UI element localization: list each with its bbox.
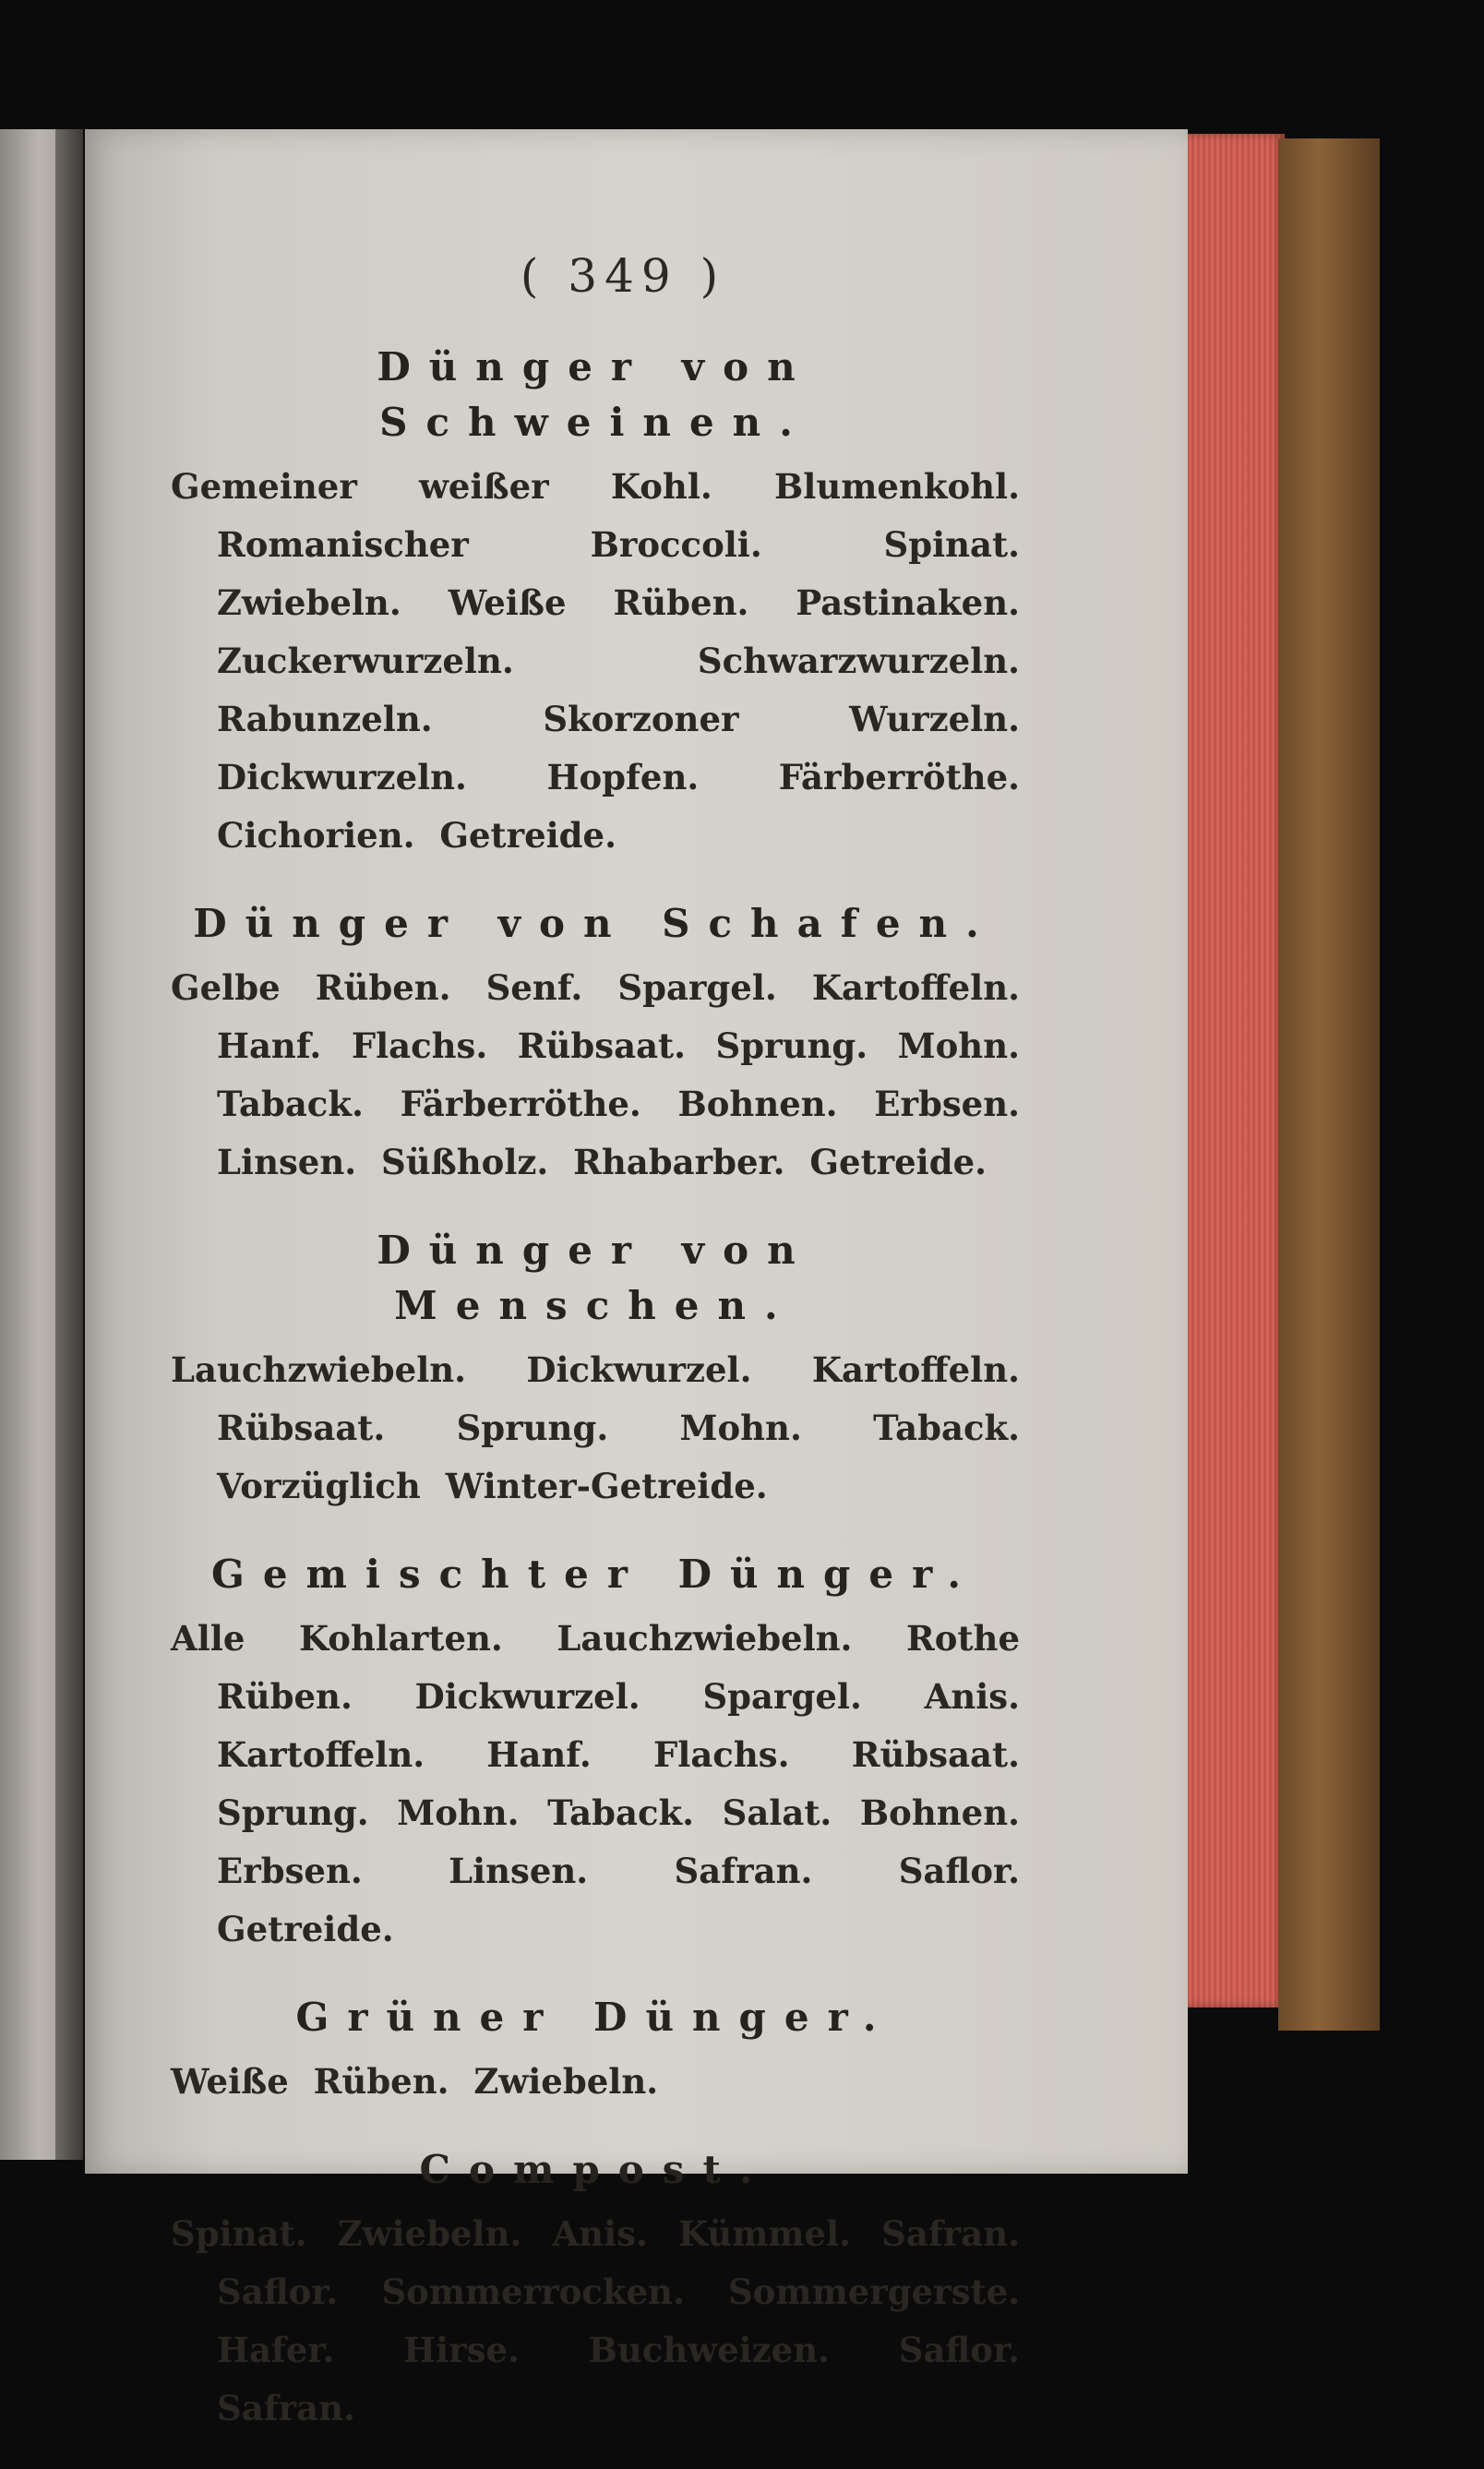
section-text: Spinat. Zwiebeln. Anis. Kümmel. Safran. Saflor. Sommerrocken. Sommergerste. Hafer. Hirse. Buchweizen. Saflor. Safran. [171,2213,1020,2428]
book-cover [1278,138,1380,2031]
book-gutter [55,129,83,2160]
section-compost [171,2142,1020,2438]
section-heading: Dünger von Menschen. [377,1228,814,1328]
section-heading: Grüner Dünger. [295,1995,895,2040]
section-heading: Dünger von Schweinen. [377,344,814,445]
section-schweine [171,340,1020,865]
section-text: Alle Kohlarten. Lauchzwiebeln. Rothe Rüben. Dickwurzel. Spargel. Anis. Kartoffeln. Hanf. Flachs. Rübsaat. Sprung. Mohn. Taback. Salat. Bohnen. Erbsen. Linsen. Safran. Saflor. Getreide. [171,1618,1020,1949]
section-gemischt [171,1547,1020,1959]
section-gruen [171,1990,1020,2111]
page-number: ( 349 ) [520,249,726,303]
section-text: Lauchzwiebeln. Dickwurzel. Kartoffeln. Rübsaat. Sprung. Mohn. Taback. Vorzüglich Winter-Getreide. [171,1349,1020,1506]
page-content [171,249,1020,2469]
section-heading: Dünger von Schafen. [193,901,998,946]
page-edge-red [1188,134,1285,2008]
section-schafe [171,896,1020,1192]
section-heading: Gemischter Dünger. [210,1552,980,1597]
section-text: Gemeiner weißer Kohl. Blumenkohl. Romanischer Broccoli. Spinat. Zwiebeln. Weiße Rüben. Pastinaken. Zuckerwurzeln. Schwarzwurzeln. Rabunzeln. Skorzoner Wurzeln. Dickwurzeln. Hopfen. Färberröthe. Cichorien. Getreide. [171,466,1020,856]
section-text: Weiße Rüben. Zwiebeln. [171,2061,659,2102]
section-heading: Compost. [419,2147,772,2192]
section-text: Gelbe Rüben. Senf. Spargel. Kartoffeln. Hanf. Flachs. Rübsaat. Sprung. Mohn. Taback. Färberröthe. Bohnen. Erbsen. Linsen. Süßholz. Rhabarber. Getreide. [171,967,1020,1182]
section-menschen [171,1223,1020,1516]
